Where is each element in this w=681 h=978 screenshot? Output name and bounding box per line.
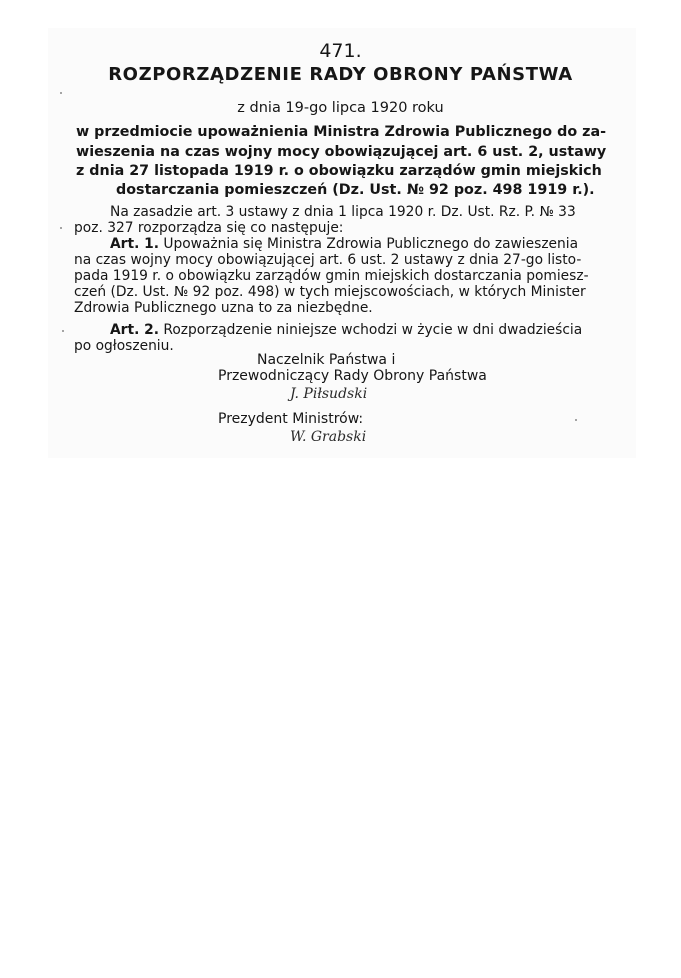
- preamble-line: Na zasadzie art. 3 ustawy z dnia 1 lipca 1920 r. Dz. Ust. Rz. P. № 33: [110, 204, 576, 220]
- article-1-line: czeń (Dz. Ust. № 92 poz. 498) w tych miejscowościach, w których Minister: [74, 284, 586, 300]
- chief-title-line-1: Naczelnik Państwa i: [257, 352, 396, 368]
- document-number: 471.: [319, 40, 362, 62]
- article-2-first-line: [110, 322, 582, 338]
- preamble-line: poz. 327 rozporządza się co następuje:: [74, 220, 344, 236]
- article-1-first-line: [110, 236, 578, 252]
- prime-minister-title: Prezydent Ministrów:: [218, 411, 364, 427]
- article-1-text: Upoważnia się Ministra Zdrowia Publicznego do zawieszenia: [163, 236, 579, 252]
- scan-speck: [575, 419, 577, 421]
- subject-line: dostarczania pomieszczeń (Dz. Ust. № 92 poz. 498 1919 r.).: [116, 182, 595, 198]
- prime-minister-signature-name: W. Grabski: [290, 429, 367, 445]
- article-2-line: po ogłoszeniu.: [74, 338, 174, 354]
- chief-title-line-2: Przewodniczący Rady Obrony Państwa: [218, 368, 487, 384]
- scan-speck: [62, 330, 64, 332]
- article-1-line: na czas wojny mocy obowiązującej art. 6 ust. 2 ustawy z dnia 27-go listo-: [74, 252, 582, 268]
- article-1-label: Art. 1.: [110, 236, 159, 252]
- article-1-line: pada 1919 r. o obowiązku zarządów gmin miejskich dostarczania pomiesz-: [74, 268, 589, 284]
- subject-line: w przedmiocie upoważnienia Ministra Zdrowia Publicznego do za-: [76, 124, 607, 140]
- subject-line: wieszenia na czas wojny mocy obowiązującej art. 6 ust. 2, ustawy: [76, 144, 607, 160]
- scan-speck: [60, 227, 62, 229]
- subject-line: z dnia 27 listopada 1919 r. o obowiązku zarządów gmin miejskich: [76, 163, 602, 179]
- scan-speck: [60, 92, 62, 94]
- document-title: ROZPORZĄDZENIE RADY OBRONY PAŃSTWA: [108, 64, 573, 85]
- chief-signature-name: J. Piłsudski: [290, 386, 368, 402]
- article-2-text: Rozporządzenie niniejsze wchodzi w życie w dni dwadzieścia: [163, 322, 583, 338]
- article-1-line: Zdrowia Publicznego uzna to za niezbędne.: [74, 300, 373, 316]
- document-date: z dnia 19-go lipca 1920 roku: [237, 100, 444, 116]
- article-2-label: Art. 2.: [110, 322, 159, 338]
